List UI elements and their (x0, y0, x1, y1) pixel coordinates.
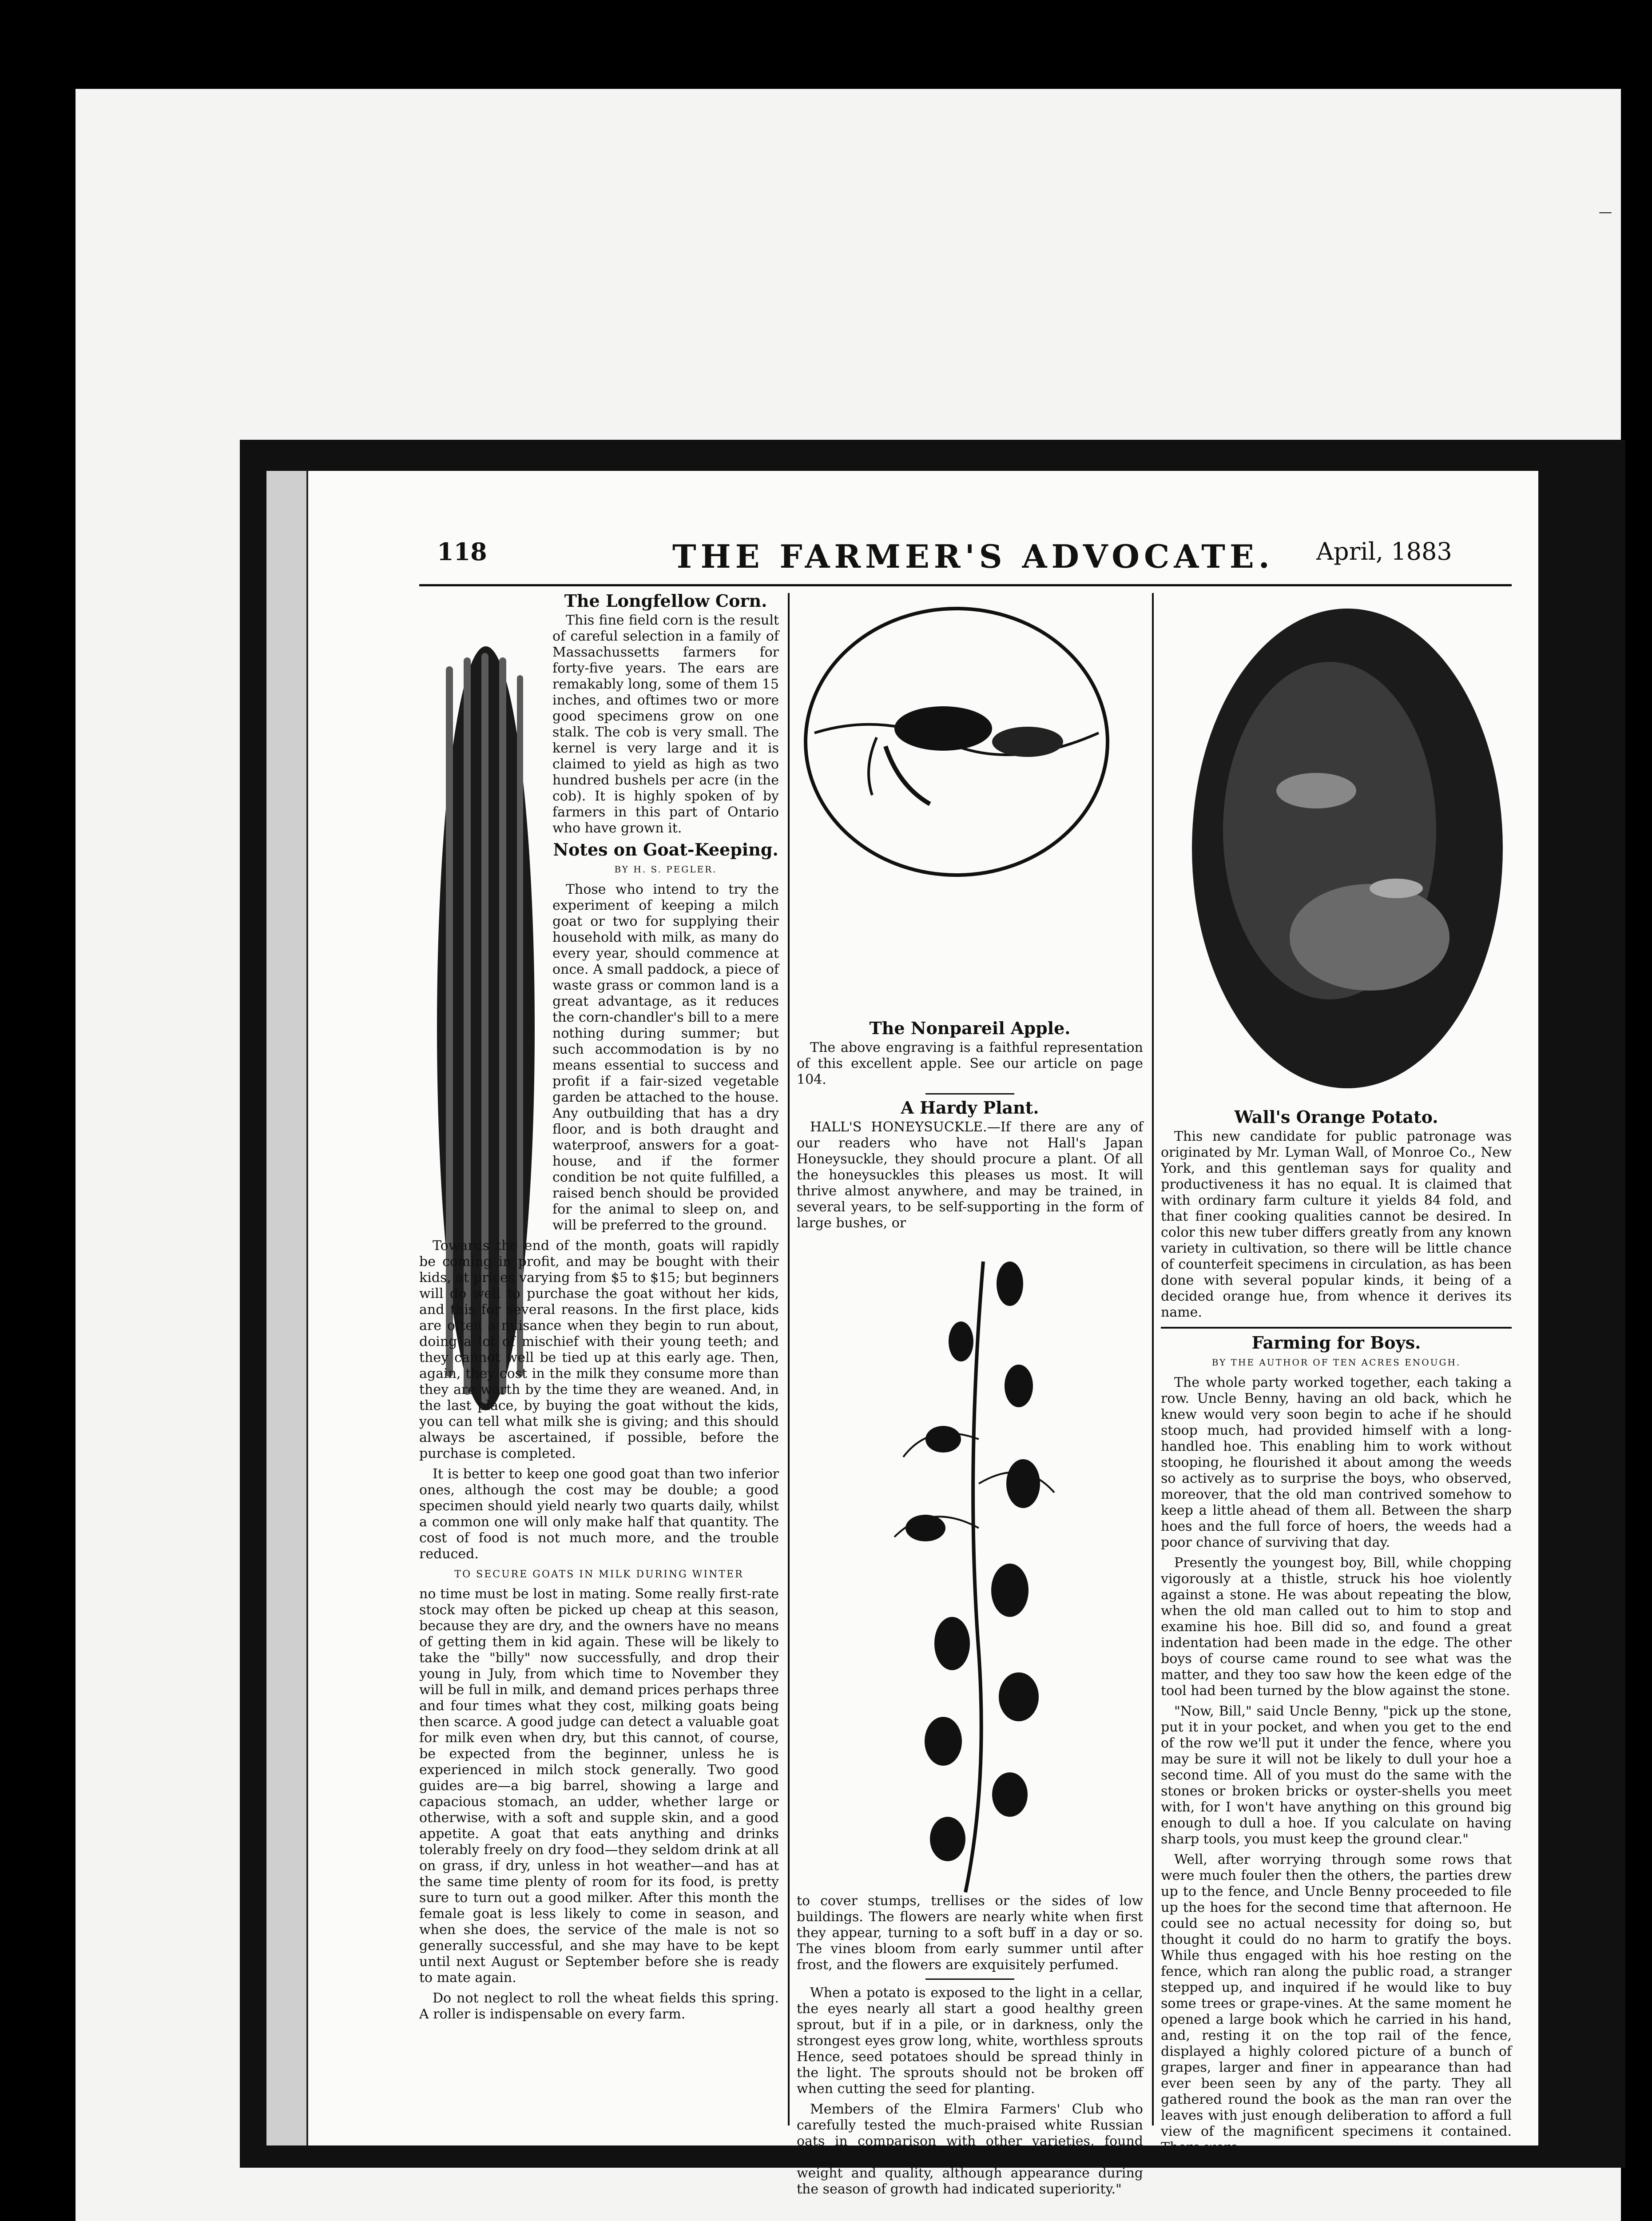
issue-date: April, 1883 (1316, 537, 1452, 565)
plant-image-spacer (797, 1236, 1143, 1893)
goat-subheading: TO SECURE GOATS IN MILK DURING WINTER (454, 1569, 744, 1580)
newspaper-page (306, 471, 1538, 2197)
plant-article-title: A Hardy Plant. (901, 1098, 1039, 1118)
column-3 (1161, 593, 1512, 2160)
potato-sprout-paragraph: When a potato is exposed to the light in a cellar, the eyes nearly all start a good healthy green sprout, but if in a pile, or in darkness, only the strongest eyes grow long, white, worthless sprouts Hence, seed potatoes should be spread thinly in the light. The sprouts should not be broken off when cutting the seed for planting. (797, 1985, 1143, 2097)
potato-caption-title: Wall's Orange Potato. (1234, 1107, 1438, 1127)
boys-paragraph: The whole party worked together, each taking a row. Uncle Benny, having an old back, which he knew would very soon begin to ache if he should stoop much, had provided himself with a long-handled hoe. This enabling him to work without stooping, he flourished it about among the weeds so actively as to surprise the boys, who observed, moreover, that the old man contrived somehow to keep a little ahead of them all. Between the sharp hoes and the full force of hoers, the weeds had a poor chance of surviving that day. (1161, 1375, 1512, 1550)
section-rule (925, 1978, 1014, 1980)
column-2 (797, 593, 1143, 2202)
plant-article-text: If there are any of our readers who have not Hall's Japan Honeysuckle, they should procure a plant. Of all the honeysuckles this pleases us most. It will thrive almost anywhere, and may be trained, in several years, to be self-supporting in the form of large bushes, or (797, 1119, 1144, 1231)
plant-article-continued: to cover stumps, trellises or the sides of low buildings. The flowers are nearly white when first they appear, turning to a soft buff in a day or so. The vines bloom from early summer until after frost, and the flowers are exquisitely perfumed. (797, 1893, 1143, 1973)
boys-article-byline: BY THE AUTHOR OF TEN ACRES ENOUGH. (1211, 1357, 1461, 1368)
goat-paragraph: Do not neglect to roll the wheat fields this spring. A roller is indispensable on every farm. (419, 1990, 779, 2022)
column-1 (419, 593, 779, 2027)
potato-caption-body: This new candidate for public patronage was originated by Mr. Lyman Wall, of Monroe Co., New York, and this gentleman says for quality and productiveness it has no equal. It is claimed that with ordinary farm culture it yields 84 fold, and that finer cooking qualities cannot be desired. In color this new tuber differs greatly from any known variety in cultivation, so there will be little chance of counterfeit specimens in circulation, as has been done with several popular kinds, it being of a decided orange hue, from whence it derives its name. (1161, 1129, 1512, 1320)
boys-paragraph: Well, after worrying through some rows that were much fouler then the others, the parties drew up to the fence, and Uncle Benny proceeded to file up the hoes for the second time that afternoon. He could see no actual necessity for doing so, but thought it could do no harm to gratify the boys. While thus engaged with his hoe resting on the fence, which ran along the public road, a stranger stepped up, and inquired if he would like to buy some trees or grape-vines. At the same moment he opened a large book which he carried in his hand, and, resting it on the top rail of the fence, displayed a highly colored picture of a bunch of grapes, larger and finer in appearance than had ever been seen by any of the party. They all gathered round the book as the man ran over the leaves with just enough deliberation to afford a full view of the magnificent specimens it contained. There were (1161, 1852, 1512, 2155)
plant-article-lead: HALL'S HONEYSUCKLE.— (810, 1119, 1001, 1135)
oats-paragraph: Members of the Elmira Farmers' Club who carefully tested the much-praised white Russian oats in comparison with other varieties, found them, The Husbandman reports, "inferior both in weight and quality, although appearance during the season of growth had indicated superiority." (797, 2102, 1143, 2197)
goat-paragraph: It is better to keep one good goat than two inferior ones, although the cost may be double; a good specimen should yield nearly two quarts daily, whilst a common one will only make half that quantity. The cost of food is not much more, and the trouble reduced. (419, 1466, 779, 1562)
boys-article-title: Farming for Boys. (1251, 1333, 1421, 1353)
corn-article (552, 593, 779, 877)
apple-caption-title: The Nonpareil Apple. (869, 1018, 1071, 1038)
header-rule (419, 584, 1512, 586)
goat-paragraph: no time must be lost in mating. Some really first-rate stock may often be picked up cheap at this season, because they are dry, and the owners have no means of getting them in kid again. These will be likely to take the "billy" now successfully, and drop their young in July, from which time to November they will be full in milk, and demand prices perhaps three and four times what they cost, milking goats being then scarce. A good judge can detect a valuable goat for milk even when dry, but this cannot, of course, be expected from the beginner, unless he is experienced in milch stock generally. Two good guides are—a big barrel, showing a large and capacious stomach, an udder, whether large or otherwise, with a soft and supple skin, and a good appetite. A goat that eats anything and drinks tolerably freely on dry food—they seldom drink at all on grass, if dry, unless in hot weather—and has at the same time plenty of room for its food, is pretty sure to turn out a good milker. After this month the female goat is less likely to come in season, and when she does, the service of the male is not so generally successful, and she may have to be kept until next August or September before she is ready to mate again. (419, 1586, 779, 1986)
boys-paragraph: "Now, Bill," said Uncle Benny, "pick up the stone, put it in your pocket, and when you get to the end of the row we'll put it under the fence, where you may be sure it will not be likely to dull your hoe a second time. All of you must do the same with the stones or broken bricks or oyster-shells you meet with, for I won't have anything on this ground big enough to dull a hoe. If you calculate on having sharp tools, you must keep the ground clear." (1161, 1704, 1512, 1847)
section-rule (1161, 1327, 1512, 1329)
goat-paragraph: Towards the end of the month, goats will rapidly be coming in profit, and may be bought with their kids, at prices varying from $5 to $15; but beginners will do well to purchase the goat without her kids, and this for several reasons. In the first place, kids are often a nuisance when they begin to run about, doing a lot of mischief with their young teeth; and they cannot well be tied up at this early age. Then, again, they cost in the milk they consume more than they are worth by the time they are weaned. And, in the last place, by buying the goat without the kids, you can tell what milk she is giving; and this should always be ascertained, if possible, before the purchase is completed. (419, 1238, 779, 1461)
goat-article-wrap (552, 882, 779, 1234)
section-rule (925, 1093, 1014, 1095)
goat-article-byline: BY H. S. PEGLER. (614, 864, 717, 875)
goat-article-title: Notes on Goat-Keeping. (553, 840, 778, 860)
plant-article-body (797, 1119, 1143, 1231)
corn-article-body: This fine field corn is the result of careful selection in a family of Massachussetts farmers for forty-five years. The ears are remakably long, some of them 15 inches, and oftimes two or more good specimens grow on one stalk. The cob is very small. The kernel is very large and it is claimed to yield as high as two hundred bushels per acre (in the cob). It is highly spoken of by farmers in this part of Ontario who have grown it. (552, 613, 779, 836)
page-header (308, 537, 1538, 586)
page-edges (266, 471, 306, 2145)
apple-image-spacer (797, 593, 1143, 1015)
column-divider-1 (788, 593, 790, 2125)
goat-paragraph: Those who intend to try the experiment of keeping a milch goat or two for supplying their household with milk, as many do every year, should commence at once. A small paddock, a piece of waste grass or common land is a great advantage, as it reduces the corn-chandler's bill to a mere nothing during summer; but such accommodation is by no means essential to success and profit if a fair-sized vegetable garden be attached to the house. Any outbuilding that has a dry floor, and is both draught and waterproof, answers for a goat-house, and if the former condition be not quite fulfilled, a raised bench should be provided for the animal to sleep on, and will be preferred to the ground. (552, 882, 779, 1233)
publication-title: THE FARMER'S ADVOCATE. (672, 537, 1274, 575)
scan-mark: — (1599, 204, 1612, 220)
apple-caption-body: The above engraving is a faithful representation of this excellent apple. See our article on page 104. (797, 1040, 1143, 1087)
boys-paragraph: Presently the youngest boy, Bill, while chopping vigorously at a thistle, struck his hoe violently against a stone. He was about repeating the blow, when the old man called out to him to stop and examine his hoe. Bill did so, and found a great indentation had been made in the edge. The other boys of course came round to see what was the matter, and they too saw how the keen edge of the tool had been turned by the blow against the stone. (1161, 1555, 1512, 1699)
corn-article-title: The Longfellow Corn. (564, 591, 767, 611)
potato-image-spacer (1161, 593, 1512, 1104)
page-number: 118 (437, 537, 487, 566)
column-divider-2 (1152, 593, 1154, 2125)
